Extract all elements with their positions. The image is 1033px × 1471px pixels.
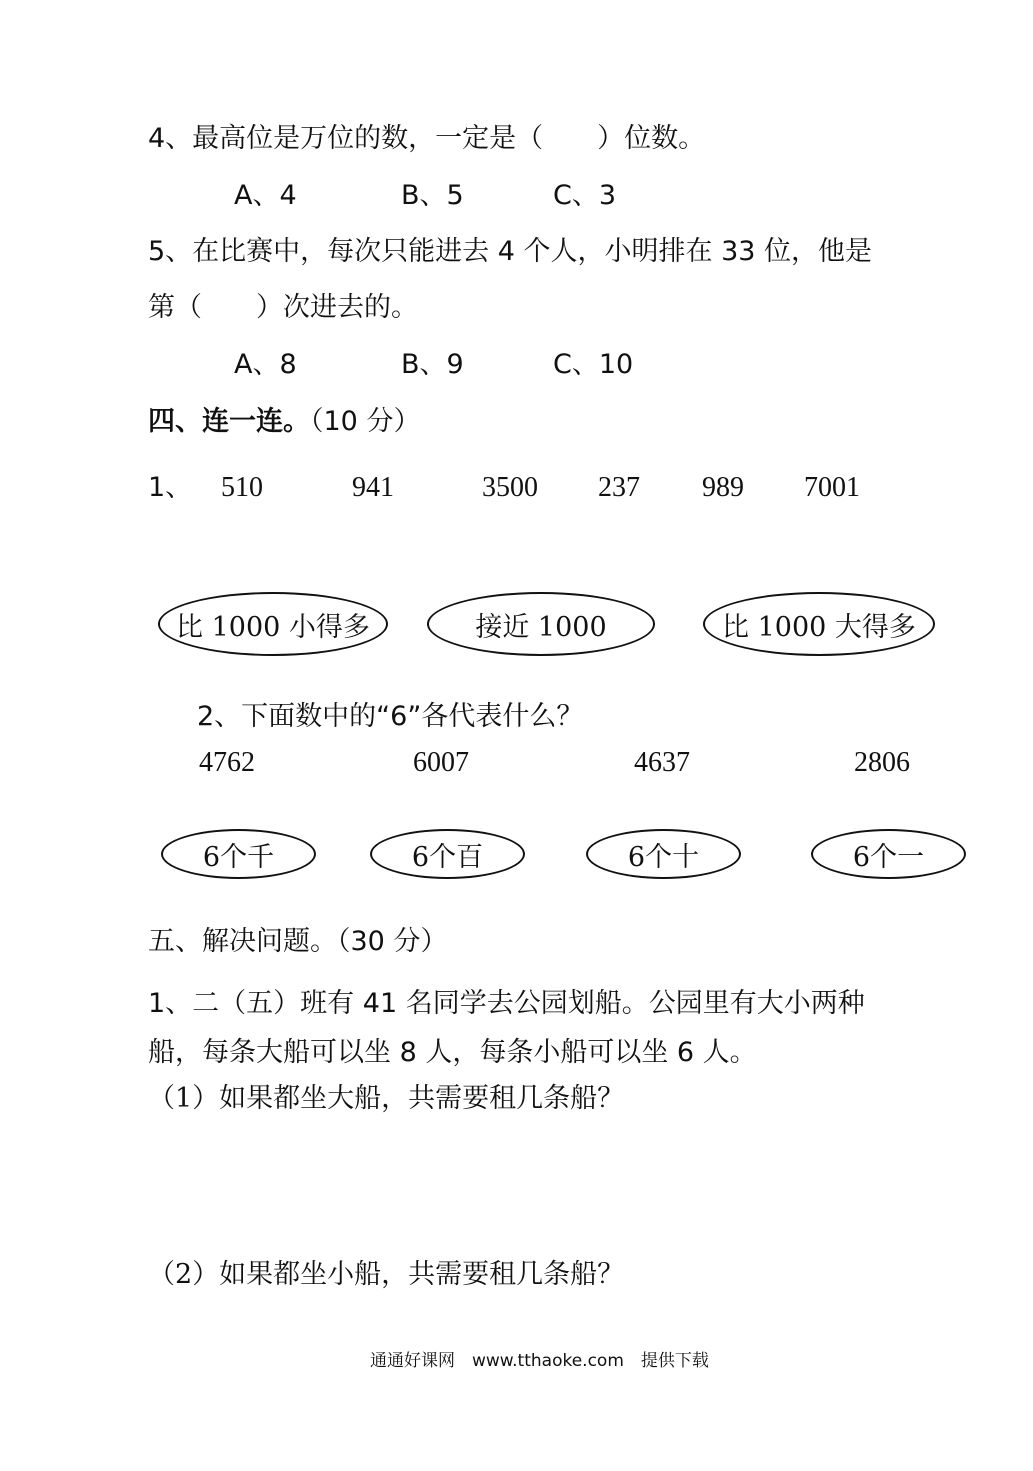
question-4-option-b: B、5	[401, 180, 464, 211]
question-4-option-c: C、3	[553, 180, 617, 211]
part-2-number: 2806	[854, 747, 910, 778]
match-oval-6-thousands[interactable]: 6个千	[161, 829, 316, 879]
match-oval-6-ones[interactable]: 6个一	[811, 829, 966, 879]
section-4-heading	[148, 408, 420, 435]
match-oval-6-tens[interactable]: 6个十	[586, 829, 741, 879]
part-1-number: 7001	[804, 472, 860, 503]
part-1-number: 989	[702, 472, 744, 503]
part-2-number: 4762	[199, 747, 255, 778]
part-1-number: 237	[598, 472, 640, 503]
question-5-stem-line2: 第（ ）次进去的。	[148, 292, 418, 323]
question-5-stem-line1: 5、在比赛中，每次只能进去 4 个人，小明排在 33 位，他是	[148, 236, 873, 267]
page-footer: 通通好课网 www.tthaoke.com 提供下载	[370, 1351, 709, 1371]
section-5-heading: 五、解决问题。（30 分）	[148, 926, 448, 957]
part-1-number: 3500	[482, 472, 538, 503]
section-5-question-1-line1: 1、二（五）班有 41 名同学去公园划船。公园里有大小两种	[148, 988, 865, 1019]
section-5-sub-question-2: （2）如果都坐小船，共需要租几条船？	[148, 1259, 625, 1290]
part-1-label: 1、	[148, 472, 193, 503]
question-5-option-a: A、8	[234, 349, 297, 380]
part-2-number: 4637	[634, 747, 690, 778]
section-5-question-1-line2: 船，每条大船可以坐 8 人，每条小船可以坐 6 人。	[148, 1037, 757, 1068]
section-4-score: （10 分）	[310, 406, 421, 437]
match-oval-much-greater-than-1000[interactable]: 比 1000 大得多	[703, 592, 935, 656]
match-oval-6-hundreds[interactable]: 6个百	[370, 829, 525, 879]
match-oval-close-to-1000[interactable]: 接近 1000	[427, 592, 655, 656]
question-4-stem: 4、最高位是万位的数，一定是（ ）位数。	[148, 123, 706, 154]
question-4-option-a: A、4	[234, 180, 297, 211]
section-4-title: 四、连一连。	[148, 406, 310, 437]
match-oval-much-less-than-1000[interactable]: 比 1000 小得多	[158, 592, 388, 656]
section-5-sub-question-1: （1）如果都坐大船，共需要租几条船？	[148, 1083, 625, 1114]
part-2-number: 6007	[413, 747, 469, 778]
part-1-number: 941	[352, 472, 394, 503]
question-5-option-c: C、10	[553, 349, 634, 380]
part-1-number: 510	[221, 472, 263, 503]
question-5-option-b: B、9	[401, 349, 464, 380]
part-2-question: 2、下面数中的“6”各代表什么？	[197, 701, 584, 732]
